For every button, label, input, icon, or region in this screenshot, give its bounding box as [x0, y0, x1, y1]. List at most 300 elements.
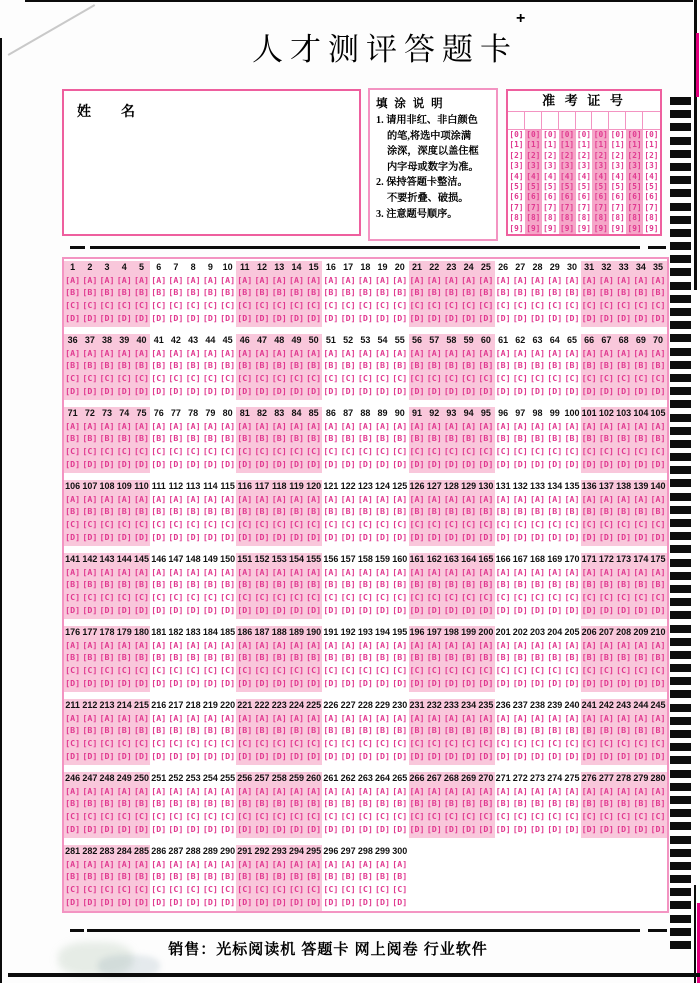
answer-bubble[interactable]: [D] — [185, 750, 201, 761]
answer-bubble[interactable]: [A] — [237, 493, 253, 504]
answer-bubble[interactable]: [B] — [375, 287, 391, 298]
admission-digit-bubble[interactable]: [4] — [644, 171, 659, 181]
answer-bubble[interactable]: [C] — [220, 373, 236, 384]
answer-bubble[interactable]: [B] — [220, 579, 236, 590]
answer-bubble[interactable]: [B] — [443, 433, 459, 444]
answer-bubble[interactable]: [D] — [185, 531, 201, 542]
answer-bubble[interactable]: [A] — [323, 420, 339, 431]
answer-bubble[interactable]: [A] — [598, 785, 614, 796]
answer-bubble[interactable]: [C] — [288, 738, 304, 749]
answer-bubble[interactable]: [A] — [392, 493, 408, 504]
answer-bubble[interactable]: [D] — [254, 677, 270, 688]
answer-bubble[interactable]: [B] — [478, 579, 494, 590]
answer-bubble[interactable]: [C] — [220, 811, 236, 822]
answer-bubble[interactable]: [A] — [271, 639, 287, 650]
answer-bubble[interactable]: [B] — [288, 506, 304, 517]
admission-digit-bubble[interactable]: [9] — [509, 223, 524, 233]
admission-digit-bubble[interactable]: [9] — [543, 223, 558, 233]
answer-bubble[interactable]: [A] — [271, 420, 287, 431]
answer-bubble[interactable]: [C] — [530, 738, 546, 749]
answer-bubble[interactable]: [C] — [357, 446, 373, 457]
answer-bubble[interactable]: [B] — [133, 506, 149, 517]
admission-digit-bubble[interactable]: [6] — [644, 192, 659, 202]
answer-bubble[interactable]: [C] — [323, 665, 339, 676]
answer-bubble[interactable]: [D] — [478, 531, 494, 542]
answer-bubble[interactable]: [C] — [564, 738, 580, 749]
answer-bubble[interactable]: [D] — [392, 677, 408, 688]
answer-bubble[interactable]: [D] — [323, 312, 339, 323]
answer-bubble[interactable]: [A] — [99, 712, 115, 723]
answer-bubble[interactable]: [C] — [116, 373, 132, 384]
answer-bubble[interactable]: [B] — [564, 725, 580, 736]
answer-bubble[interactable]: [B] — [409, 725, 425, 736]
answer-bubble[interactable]: [C] — [288, 373, 304, 384]
answer-bubble[interactable]: [D] — [99, 604, 115, 615]
answer-bubble[interactable]: [D] — [271, 312, 287, 323]
answer-bubble[interactable]: [A] — [82, 785, 98, 796]
answer-bubble[interactable]: [A] — [288, 493, 304, 504]
answer-bubble[interactable]: [C] — [168, 738, 184, 749]
answer-bubble[interactable]: [C] — [512, 446, 528, 457]
answer-bubble[interactable]: [A] — [616, 347, 632, 358]
answer-bubble[interactable]: [A] — [357, 420, 373, 431]
answer-bubble[interactable]: [D] — [65, 458, 81, 469]
answer-bubble[interactable]: [D] — [581, 604, 597, 615]
answer-bubble[interactable]: [B] — [426, 652, 442, 663]
answer-bubble[interactable]: [A] — [564, 420, 580, 431]
answer-bubble[interactable]: [A] — [547, 274, 563, 285]
answer-bubble[interactable]: [B] — [271, 433, 287, 444]
answer-bubble[interactable]: [C] — [133, 665, 149, 676]
answer-bubble[interactable]: [C] — [202, 811, 218, 822]
answer-bubble[interactable]: [C] — [237, 738, 253, 749]
answer-bubble[interactable]: [B] — [392, 360, 408, 371]
answer-bubble[interactable]: [C] — [426, 592, 442, 603]
admission-digit-bubble[interactable]: [7] — [560, 202, 575, 212]
answer-bubble[interactable]: [D] — [168, 312, 184, 323]
answer-bubble[interactable]: [C] — [581, 373, 597, 384]
answer-bubble[interactable]: [D] — [99, 823, 115, 834]
answer-bubble[interactable]: [A] — [392, 858, 408, 869]
answer-bubble[interactable]: [C] — [478, 738, 494, 749]
answer-bubble[interactable]: [A] — [237, 639, 253, 650]
answer-bubble[interactable]: [A] — [564, 493, 580, 504]
answer-bubble[interactable]: [B] — [306, 506, 322, 517]
answer-bubble[interactable]: [C] — [616, 592, 632, 603]
answer-bubble[interactable]: [A] — [581, 493, 597, 504]
answer-bubble[interactable]: [D] — [409, 677, 425, 688]
answer-bubble[interactable]: [C] — [392, 738, 408, 749]
answer-bubble[interactable]: [A] — [409, 420, 425, 431]
answer-bubble[interactable]: [D] — [616, 531, 632, 542]
answer-bubble[interactable]: [B] — [581, 579, 597, 590]
answer-bubble[interactable]: [D] — [99, 385, 115, 396]
answer-bubble[interactable]: [C] — [443, 446, 459, 457]
answer-bubble[interactable]: [A] — [392, 712, 408, 723]
answer-bubble[interactable]: [C] — [116, 519, 132, 530]
answer-bubble[interactable]: [D] — [547, 531, 563, 542]
answer-bubble[interactable]: [A] — [82, 493, 98, 504]
answer-bubble[interactable]: [C] — [65, 519, 81, 530]
answer-bubble[interactable]: [B] — [650, 579, 666, 590]
answer-bubble[interactable]: [D] — [220, 385, 236, 396]
answer-bubble[interactable]: [C] — [598, 446, 614, 457]
answer-bubble[interactable]: [B] — [116, 360, 132, 371]
answer-bubble[interactable]: [B] — [306, 798, 322, 809]
answer-bubble[interactable]: [B] — [254, 579, 270, 590]
answer-bubble[interactable]: [A] — [530, 347, 546, 358]
answer-bubble[interactable]: [C] — [202, 373, 218, 384]
answer-bubble[interactable]: [B] — [254, 871, 270, 882]
admission-digit-bubble[interactable]: [0] — [576, 130, 591, 139]
answer-bubble[interactable]: [A] — [306, 566, 322, 577]
answer-bubble[interactable]: [B] — [633, 287, 649, 298]
answer-bubble[interactable]: [A] — [650, 566, 666, 577]
answer-bubble[interactable]: [D] — [116, 531, 132, 542]
answer-bubble[interactable]: [B] — [616, 798, 632, 809]
answer-bubble[interactable]: [C] — [547, 592, 563, 603]
answer-bubble[interactable]: [A] — [168, 712, 184, 723]
answer-bubble[interactable]: [A] — [185, 712, 201, 723]
answer-bubble[interactable]: [D] — [202, 531, 218, 542]
answer-bubble[interactable]: [C] — [581, 811, 597, 822]
answer-bubble[interactable]: [C] — [547, 738, 563, 749]
answer-bubble[interactable]: [A] — [478, 493, 494, 504]
answer-bubble[interactable]: [D] — [254, 312, 270, 323]
answer-bubble[interactable]: [A] — [340, 566, 356, 577]
answer-bubble[interactable]: [C] — [220, 519, 236, 530]
answer-bubble[interactable]: [D] — [616, 458, 632, 469]
answer-bubble[interactable]: [A] — [478, 274, 494, 285]
answer-bubble[interactable]: [C] — [185, 738, 201, 749]
answer-bubble[interactable]: [B] — [581, 287, 597, 298]
answer-bubble[interactable]: [B] — [185, 433, 201, 444]
answer-bubble[interactable]: [C] — [340, 373, 356, 384]
answer-bubble[interactable]: [B] — [323, 871, 339, 882]
answer-bubble[interactable]: [B] — [564, 506, 580, 517]
answer-bubble[interactable]: [B] — [323, 287, 339, 298]
answer-bubble[interactable]: [A] — [288, 858, 304, 869]
answer-bubble[interactable]: [C] — [564, 519, 580, 530]
answer-bubble[interactable]: [A] — [409, 639, 425, 650]
answer-bubble[interactable]: [B] — [254, 652, 270, 663]
answer-bubble[interactable]: [B] — [495, 287, 511, 298]
answer-bubble[interactable]: [B] — [306, 433, 322, 444]
answer-bubble[interactable]: [B] — [530, 433, 546, 444]
answer-bubble[interactable]: [C] — [202, 446, 218, 457]
answer-bubble[interactable]: [C] — [65, 811, 81, 822]
answer-bubble[interactable]: [C] — [237, 373, 253, 384]
answer-bubble[interactable]: [B] — [288, 287, 304, 298]
admission-digit-bubble[interactable]: [5] — [560, 181, 575, 191]
answer-bubble[interactable]: [C] — [426, 300, 442, 311]
answer-bubble[interactable]: [B] — [375, 506, 391, 517]
admission-digit-bubble[interactable]: [1] — [576, 140, 591, 150]
answer-bubble[interactable]: [D] — [168, 458, 184, 469]
answer-bubble[interactable]: [A] — [375, 420, 391, 431]
answer-bubble[interactable]: [B] — [220, 433, 236, 444]
answer-bubble[interactable]: [C] — [340, 811, 356, 822]
answer-bubble[interactable]: [C] — [116, 446, 132, 457]
answer-bubble[interactable]: [D] — [478, 312, 494, 323]
answer-bubble[interactable]: [C] — [185, 592, 201, 603]
admission-digit-bubble[interactable]: [0] — [526, 130, 541, 139]
answer-bubble[interactable]: [A] — [220, 858, 236, 869]
answer-bubble[interactable]: [D] — [65, 750, 81, 761]
answer-bubble[interactable]: [A] — [409, 274, 425, 285]
answer-bubble[interactable]: [B] — [357, 871, 373, 882]
answer-bubble[interactable]: [A] — [237, 420, 253, 431]
answer-bubble[interactable]: [D] — [306, 312, 322, 323]
answer-bubble[interactable]: [C] — [202, 300, 218, 311]
answer-bubble[interactable]: [B] — [581, 798, 597, 809]
answer-bubble[interactable]: [B] — [633, 433, 649, 444]
answer-bubble[interactable]: [C] — [409, 446, 425, 457]
answer-bubble[interactable]: [C] — [306, 811, 322, 822]
answer-bubble[interactable]: [C] — [220, 300, 236, 311]
answer-bubble[interactable]: [B] — [409, 433, 425, 444]
answer-bubble[interactable]: [C] — [133, 446, 149, 457]
answer-bubble[interactable]: [A] — [581, 785, 597, 796]
answer-bubble[interactable]: [C] — [616, 738, 632, 749]
answer-bubble[interactable]: [A] — [202, 420, 218, 431]
answer-bubble[interactable]: [C] — [254, 884, 270, 895]
answer-bubble[interactable]: [D] — [392, 896, 408, 907]
answer-bubble[interactable]: [D] — [288, 896, 304, 907]
answer-bubble[interactable]: [C] — [116, 592, 132, 603]
answer-bubble[interactable]: [C] — [82, 519, 98, 530]
answer-bubble[interactable]: [A] — [288, 785, 304, 796]
answer-bubble[interactable]: [D] — [168, 385, 184, 396]
answer-bubble[interactable]: [B] — [65, 579, 81, 590]
answer-bubble[interactable]: [D] — [340, 531, 356, 542]
answer-bubble[interactable]: [D] — [323, 823, 339, 834]
admission-digit-bubble[interactable]: [5] — [627, 181, 642, 191]
answer-bubble[interactable]: [C] — [288, 592, 304, 603]
answer-bubble[interactable]: [A] — [581, 639, 597, 650]
answer-bubble[interactable]: [C] — [116, 300, 132, 311]
answer-bubble[interactable]: [C] — [616, 665, 632, 676]
answer-bubble[interactable]: [B] — [409, 360, 425, 371]
answer-bubble[interactable]: [A] — [271, 493, 287, 504]
answer-bubble[interactable]: [A] — [220, 493, 236, 504]
answer-bubble[interactable]: [B] — [185, 725, 201, 736]
answer-bubble[interactable]: [D] — [443, 385, 459, 396]
answer-bubble[interactable]: [C] — [82, 811, 98, 822]
answer-bubble[interactable]: [A] — [650, 785, 666, 796]
answer-bubble[interactable]: [C] — [409, 738, 425, 749]
answer-bubble[interactable]: [C] — [254, 811, 270, 822]
answer-bubble[interactable]: [D] — [82, 385, 98, 396]
admission-digit-bubble[interactable]: [9] — [610, 223, 625, 233]
admission-digit-bubble[interactable]: [7] — [627, 202, 642, 212]
answer-bubble[interactable]: [A] — [530, 566, 546, 577]
answer-bubble[interactable]: [B] — [185, 506, 201, 517]
answer-bubble[interactable]: [D] — [65, 531, 81, 542]
answer-bubble[interactable]: [A] — [116, 566, 132, 577]
answer-bubble[interactable]: [B] — [495, 506, 511, 517]
answer-bubble[interactable]: [B] — [564, 433, 580, 444]
answer-bubble[interactable]: [A] — [65, 858, 81, 869]
answer-bubble[interactable]: [A] — [65, 347, 81, 358]
answer-bubble[interactable]: [B] — [340, 360, 356, 371]
answer-bubble[interactable]: [A] — [547, 639, 563, 650]
admission-digit-bubble[interactable]: [7] — [644, 202, 659, 212]
answer-bubble[interactable]: [A] — [495, 420, 511, 431]
answer-bubble[interactable]: [B] — [133, 579, 149, 590]
answer-bubble[interactable]: [A] — [409, 566, 425, 577]
answer-bubble[interactable]: [A] — [478, 420, 494, 431]
answer-bubble[interactable]: [B] — [633, 725, 649, 736]
answer-bubble[interactable]: [D] — [220, 604, 236, 615]
answer-bubble[interactable]: [D] — [116, 896, 132, 907]
answer-bubble[interactable]: [B] — [392, 579, 408, 590]
answer-bubble[interactable]: [C] — [392, 592, 408, 603]
answer-bubble[interactable]: [A] — [616, 566, 632, 577]
answer-bubble[interactable]: [C] — [495, 300, 511, 311]
answer-bubble[interactable]: [D] — [237, 312, 253, 323]
answer-bubble[interactable]: [C] — [254, 592, 270, 603]
answer-bubble[interactable]: [C] — [633, 592, 649, 603]
answer-bubble[interactable]: [A] — [598, 493, 614, 504]
answer-bubble[interactable]: [B] — [598, 725, 614, 736]
answer-bubble[interactable]: [D] — [650, 531, 666, 542]
answer-bubble[interactable]: [A] — [512, 493, 528, 504]
admission-digit-bubble[interactable]: [4] — [576, 171, 591, 181]
answer-bubble[interactable]: [A] — [133, 347, 149, 358]
answer-bubble[interactable]: [D] — [65, 312, 81, 323]
answer-bubble[interactable]: [A] — [616, 420, 632, 431]
answer-bubble[interactable]: [B] — [478, 360, 494, 371]
answer-bubble[interactable]: [C] — [564, 373, 580, 384]
answer-bubble[interactable]: [B] — [598, 506, 614, 517]
answer-bubble[interactable]: [B] — [168, 287, 184, 298]
answer-bubble[interactable]: [D] — [288, 531, 304, 542]
answer-bubble[interactable]: [B] — [82, 871, 98, 882]
answer-bubble[interactable]: [A] — [633, 785, 649, 796]
admission-digit-bubble[interactable]: [4] — [526, 171, 541, 181]
answer-bubble[interactable]: [C] — [375, 300, 391, 311]
answer-bubble[interactable]: [B] — [581, 360, 597, 371]
answer-bubble[interactable]: [D] — [443, 823, 459, 834]
answer-bubble[interactable]: [B] — [512, 433, 528, 444]
answer-bubble[interactable]: [D] — [547, 677, 563, 688]
answer-bubble[interactable]: [B] — [254, 506, 270, 517]
answer-bubble[interactable]: [C] — [185, 519, 201, 530]
answer-bubble[interactable]: [A] — [633, 493, 649, 504]
answer-bubble[interactable]: [A] — [512, 274, 528, 285]
answer-bubble[interactable]: [B] — [495, 798, 511, 809]
answer-bubble[interactable]: [C] — [288, 884, 304, 895]
answer-bubble[interactable]: [D] — [202, 385, 218, 396]
answer-bubble[interactable]: [C] — [530, 300, 546, 311]
admission-digit-bubble[interactable]: [0] — [509, 130, 524, 139]
answer-bubble[interactable]: [C] — [426, 446, 442, 457]
answer-bubble[interactable]: [C] — [323, 446, 339, 457]
answer-bubble[interactable]: [D] — [185, 896, 201, 907]
answer-bubble[interactable]: [C] — [547, 811, 563, 822]
answer-bubble[interactable]: [C] — [512, 373, 528, 384]
answer-bubble[interactable]: [C] — [185, 665, 201, 676]
answer-bubble[interactable]: [C] — [151, 519, 167, 530]
answer-bubble[interactable]: [C] — [220, 884, 236, 895]
answer-bubble[interactable]: [B] — [409, 287, 425, 298]
answer-bubble[interactable]: [C] — [306, 300, 322, 311]
answer-bubble[interactable]: [C] — [323, 738, 339, 749]
answer-bubble[interactable]: [A] — [650, 347, 666, 358]
answer-bubble[interactable]: [B] — [547, 287, 563, 298]
admission-digit-bubble[interactable]: [4] — [543, 171, 558, 181]
answer-bubble[interactable]: [B] — [495, 725, 511, 736]
answer-bubble[interactable]: [A] — [237, 566, 253, 577]
answer-bubble[interactable]: [B] — [461, 506, 477, 517]
answer-bubble[interactable]: [C] — [495, 811, 511, 822]
answer-bubble[interactable]: [B] — [375, 725, 391, 736]
answer-bubble[interactable]: [B] — [443, 652, 459, 663]
answer-bubble[interactable]: [D] — [512, 823, 528, 834]
answer-bubble[interactable]: [D] — [237, 750, 253, 761]
answer-bubble[interactable]: [A] — [82, 274, 98, 285]
answer-bubble[interactable]: [C] — [288, 811, 304, 822]
answer-bubble[interactable]: [D] — [271, 458, 287, 469]
answer-bubble[interactable]: [B] — [151, 798, 167, 809]
answer-bubble[interactable]: [D] — [443, 531, 459, 542]
answer-bubble[interactable]: [A] — [99, 347, 115, 358]
admission-digit-bubble[interactable]: [9] — [526, 223, 541, 233]
answer-bubble[interactable]: [A] — [116, 785, 132, 796]
answer-bubble[interactable]: [D] — [271, 823, 287, 834]
answer-bubble[interactable]: [B] — [478, 506, 494, 517]
answer-bubble[interactable]: [B] — [185, 871, 201, 882]
answer-bubble[interactable]: [A] — [547, 785, 563, 796]
answer-bubble[interactable]: [C] — [375, 373, 391, 384]
answer-bubble[interactable]: [A] — [288, 420, 304, 431]
answer-bubble[interactable]: [C] — [82, 300, 98, 311]
answer-bubble[interactable]: [A] — [306, 274, 322, 285]
answer-bubble[interactable]: [D] — [547, 823, 563, 834]
answer-bubble[interactable]: [B] — [426, 360, 442, 371]
answer-bubble[interactable]: [A] — [168, 785, 184, 796]
answer-bubble[interactable]: [A] — [254, 785, 270, 796]
answer-bubble[interactable]: [D] — [168, 604, 184, 615]
answer-bubble[interactable]: [B] — [65, 506, 81, 517]
answer-bubble[interactable]: [A] — [340, 274, 356, 285]
answer-bubble[interactable]: [C] — [271, 811, 287, 822]
admission-writein-cell[interactable] — [576, 112, 593, 129]
admission-digit-bubble[interactable]: [9] — [627, 223, 642, 233]
answer-bubble[interactable]: [A] — [151, 420, 167, 431]
answer-bubble[interactable]: [B] — [512, 579, 528, 590]
admission-digit-bubble[interactable]: [3] — [610, 161, 625, 171]
answer-bubble[interactable]: [D] — [598, 604, 614, 615]
answer-bubble[interactable]: [B] — [633, 652, 649, 663]
answer-bubble[interactable]: [A] — [340, 420, 356, 431]
answer-bubble[interactable]: [B] — [409, 579, 425, 590]
answer-bubble[interactable]: [D] — [254, 823, 270, 834]
admission-digit-bubble[interactable]: [4] — [509, 171, 524, 181]
answer-bubble[interactable]: [B] — [185, 287, 201, 298]
answer-bubble[interactable]: [B] — [461, 287, 477, 298]
answer-bubble[interactable]: [A] — [65, 274, 81, 285]
answer-bubble[interactable]: [D] — [650, 823, 666, 834]
answer-bubble[interactable]: [C] — [82, 665, 98, 676]
answer-bubble[interactable]: [C] — [581, 592, 597, 603]
admission-digit-bubble[interactable]: [8] — [610, 213, 625, 223]
answer-bubble[interactable]: [C] — [357, 738, 373, 749]
answer-bubble[interactable]: [C] — [133, 811, 149, 822]
answer-bubble[interactable]: [C] — [650, 373, 666, 384]
answer-bubble[interactable]: [C] — [237, 811, 253, 822]
